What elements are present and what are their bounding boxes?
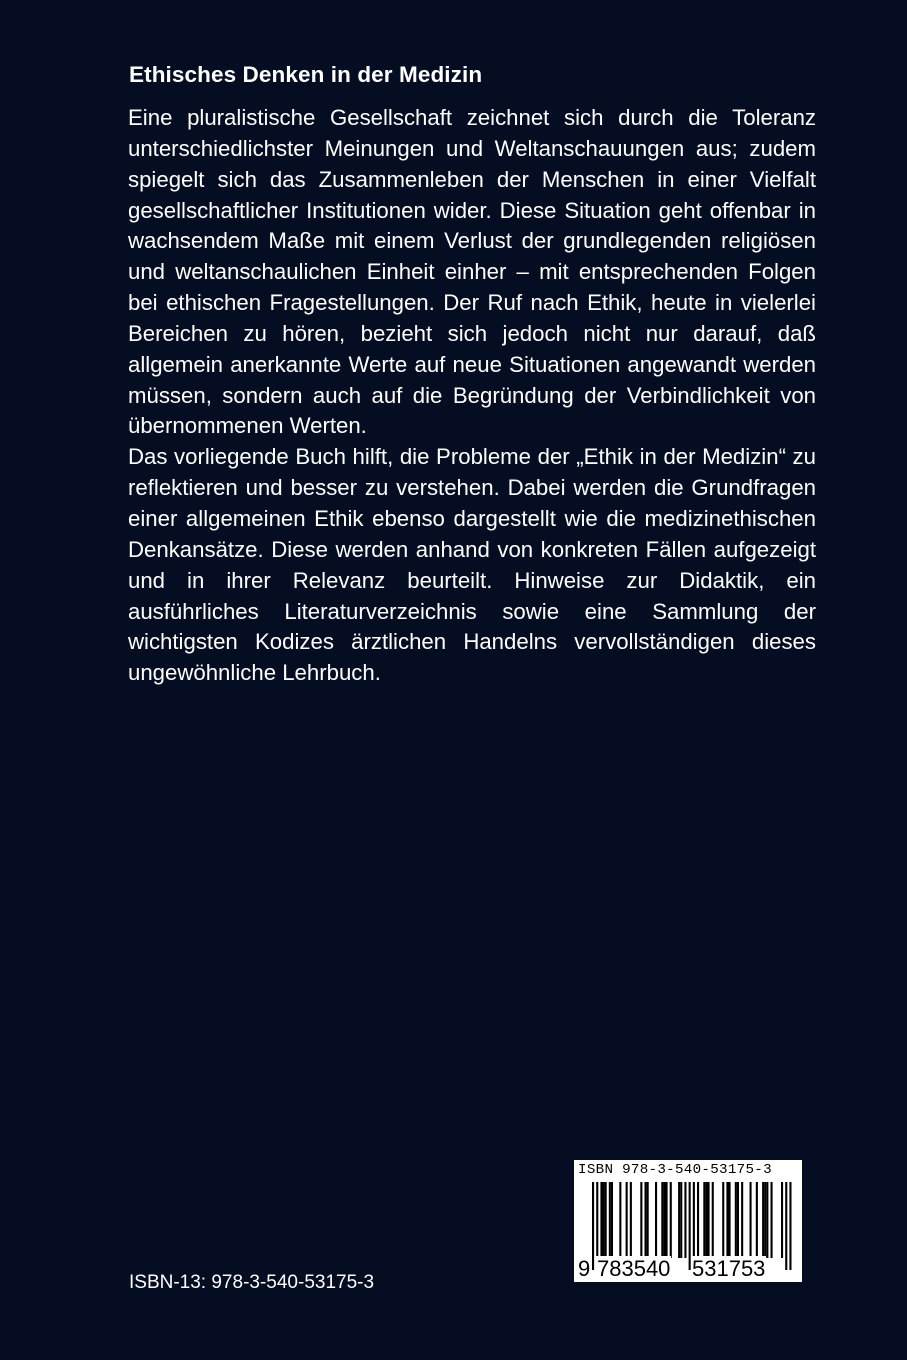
barcode-bar [611, 1182, 613, 1258]
barcode-bar [750, 1182, 752, 1258]
blurb-paragraph-2: Das vorliegende Buch hilft, die Probleme der „Ethik in der Medizin“ zu reflektieren und besser zu verstehen. Dabei werden die Grundfragen einer allgemeinen Ethik ebenso dargestellt wie die medizinethischen Denkansätze. Diese werden anhand von konkreten Fällen aufgezeigt und in ihrer Relevanz beurteilt. Hinweise zur Didaktik, ein ausführliches Literaturverzeichnis sowie eine Sammlung der wichtigsten Kodizes ärztlichen Handelns vervollständigen dieses ungewöhnliche Lehrbuch. [128, 444, 816, 686]
barcode-bar [726, 1182, 728, 1258]
isbn-number: ISBN-13: 978-3-540-53175-3 [129, 1272, 375, 1293]
barcode [574, 1160, 802, 1282]
barcode-digits-right: 531753 [692, 1256, 766, 1281]
barcode-bar [756, 1182, 758, 1258]
barcode-digit-lead: 9 [578, 1256, 591, 1281]
barcode-bar [762, 1182, 764, 1258]
barcode-bar [764, 1182, 766, 1258]
barcode-bar [663, 1182, 665, 1258]
barcode-guard-bar [785, 1182, 787, 1270]
barcode-bar [771, 1182, 773, 1258]
barcode-bar [703, 1182, 705, 1258]
blurb-title: Ethisches Denken in der Medizin [129, 62, 483, 87]
barcode-bar [655, 1182, 657, 1258]
barcode-bar [678, 1182, 680, 1258]
barcode-bar [680, 1182, 682, 1258]
barcode-guard-bar [789, 1182, 791, 1270]
barcode-bar [630, 1182, 632, 1258]
barcode-bar [666, 1182, 668, 1258]
barcode-bar [705, 1182, 707, 1258]
barcode-bar [603, 1182, 605, 1258]
barcode-bar [609, 1182, 611, 1258]
barcode-guard-bar [592, 1182, 594, 1270]
barcode-bar [712, 1182, 714, 1258]
barcode-isbn-label: ISBN 978-3-540-53175-3 [578, 1162, 772, 1178]
barcode-bar [697, 1182, 699, 1258]
barcode-bar [670, 1182, 672, 1258]
barcode-bar [708, 1182, 710, 1258]
barcode-bar [741, 1182, 743, 1258]
barcode-bar [781, 1182, 783, 1258]
barcode-bar [600, 1182, 602, 1258]
barcode-bar [722, 1182, 724, 1258]
barcode-bar [645, 1182, 647, 1258]
barcode-bar [605, 1182, 607, 1258]
barcode-bar [640, 1182, 642, 1258]
blurb-paragraph-1: Eine pluralistische Gesellschaft zeichnet sich durch die Toleranz unterschiedlichster Meinungen und Weltanschauungen aus; zudem spiegelt sich das Zusammenleben der Menschen in einer Vielfalt gesellschaftlicher Institutionen wider. Diese Situation geht offenbar in wachsendem Maße mit einem Verlust der grundlegenden religiösen und weltanschaulichen Einheit einher – mit entsprechenden Folgen bei ethischen Fragestellungen. Der Ruf nach Ethik, heute in vielerlei Bereichen zu hören, bezieht sich jedoch nicht nur darauf, daß allgemein anerkannte Werte auf neue Situationen angewandt werden müssen, sondern auch auf die Begründung der Verbindlichkeit von übernommenen Werten. [128, 105, 816, 439]
barcode-bar [735, 1182, 737, 1258]
barcode-bar [661, 1182, 663, 1258]
barcode-bar [626, 1182, 628, 1258]
barcode-bar [766, 1182, 768, 1258]
barcode-bar [737, 1182, 739, 1258]
barcode-digits-left: 783540 [597, 1256, 671, 1281]
barcode-bar [684, 1182, 686, 1258]
barcode-bar [647, 1182, 649, 1258]
blurb-text [128, 103, 816, 689]
barcode-bar [619, 1182, 621, 1258]
barcode-bar [729, 1182, 731, 1258]
